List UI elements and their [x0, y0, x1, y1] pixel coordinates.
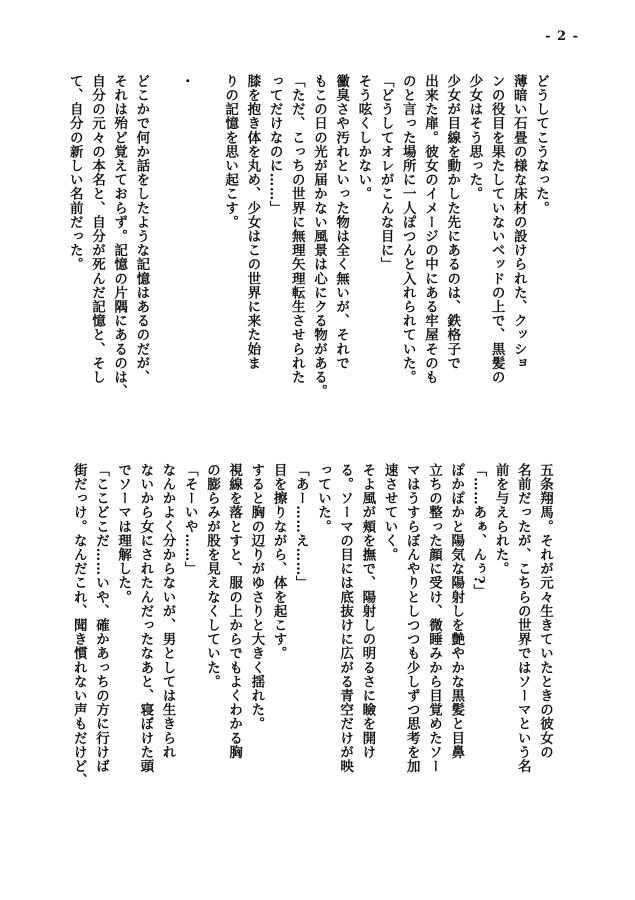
text-line: の膨らみが股を見えなくしていた。	[203, 463, 220, 689]
text-line: 薄暗い石畳の様な床材の設けられた、クッショ	[510, 74, 527, 371]
text-line: 「そーいや……」	[181, 463, 198, 576]
text-line: そう呟くしかない。	[355, 74, 372, 201]
text-line: 「どうしてオレがこんな目に」	[377, 74, 394, 272]
text-line: ないから女にされたんだったなあと、寝ぼけた頭	[137, 463, 154, 774]
text-line: どうしてこうなった。	[533, 74, 549, 215]
text-line: 少女はそう思った。	[466, 74, 483, 201]
text-line: 「ここどこだ……いや、確かあっちの方に行けば	[92, 463, 109, 774]
text-line: 前を与えられた。	[492, 463, 509, 576]
blank-line	[152, 74, 174, 432]
text-line: て、自分の新しい名前だった。	[66, 74, 83, 272]
text-line: 出来た扉。彼女のイメージの中にある牢屋そのも	[421, 74, 438, 385]
page-number: - 2 -	[545, 29, 579, 44]
bottom-text-block	[72, 463, 556, 831]
top-text-block	[66, 74, 552, 432]
text-line: 自分の元々の本名と、自分が死んだ記憶と、そし	[88, 74, 105, 385]
text-line: 少女が目線を動かした先にあるのは、鉄格子で	[444, 74, 461, 371]
text-line: マはうすらぼんやりとしつつも少しずつ思考を加	[403, 463, 420, 774]
text-line: 立ちの整った顔に受け、微睡みから目覚めたソー	[425, 463, 442, 774]
text-line: 「ただ、こっちの世界に無理矢理転生させられた	[288, 74, 305, 385]
text-line: ンの役目を果たしていないベッドの上で、黒髪の	[488, 74, 505, 385]
text-line: りの記憶を思い起こす。	[222, 74, 239, 230]
text-line: どこかで何か話をしたような記憶はあるのだが、	[133, 74, 150, 385]
text-line: それは殆ど覚えておらず。記憶の片隅にあるのは、	[111, 74, 128, 399]
text-line: すると胸の辺りがゆさりと大きく揺れた。	[248, 463, 265, 731]
text-line: ・	[177, 74, 194, 89]
text-line: そよ風が頬を撫で、陽射しの明るさに瞼を開け	[359, 463, 376, 760]
text-line: 速させていく。	[381, 463, 398, 562]
text-line: ってだけなのに……」	[266, 74, 283, 215]
text-line: 目を擦りながら、体を起こす。	[270, 463, 287, 661]
text-line: 五条翔馬。それが元々生きていたときの彼女の	[537, 463, 553, 760]
text-line: る。ソーマの目には底抜けに広がる青空だけが映	[337, 463, 354, 774]
text-line: ぽかぽかと陽気な陽射しを艶やかな黒髪と目鼻	[448, 463, 465, 760]
text-line: 視線を落とすと、服の上からでもよくわかる胸	[226, 463, 243, 760]
text-line: なんかよく分からないが、男としては生きられ	[159, 463, 176, 760]
text-line: 「あー……え……」	[292, 463, 309, 590]
text-line: 膝を抱き体を丸め、少女はこの世界に来た始ま	[244, 74, 261, 371]
text-line: 名前だったが、こちらの世界ではソーマという名	[514, 463, 531, 774]
text-line: もこの日の光が届かない風景は心にクる物がある。	[310, 74, 327, 399]
blank-line	[197, 74, 219, 432]
text-line: 街だっけ。なんだこれ、聞き慣れない声もだけど、	[70, 463, 87, 788]
text-line: でソーマは理解した。	[115, 463, 132, 604]
text-line: 「……あぁ、んぅ?」	[470, 463, 487, 599]
text-line: っていた。	[314, 463, 331, 534]
text-line: 黴臭さや汚れといった物は全く無いが、それで	[333, 74, 350, 371]
text-line: のと言った場所に一人ぽつんと入れられていた。	[399, 74, 416, 385]
